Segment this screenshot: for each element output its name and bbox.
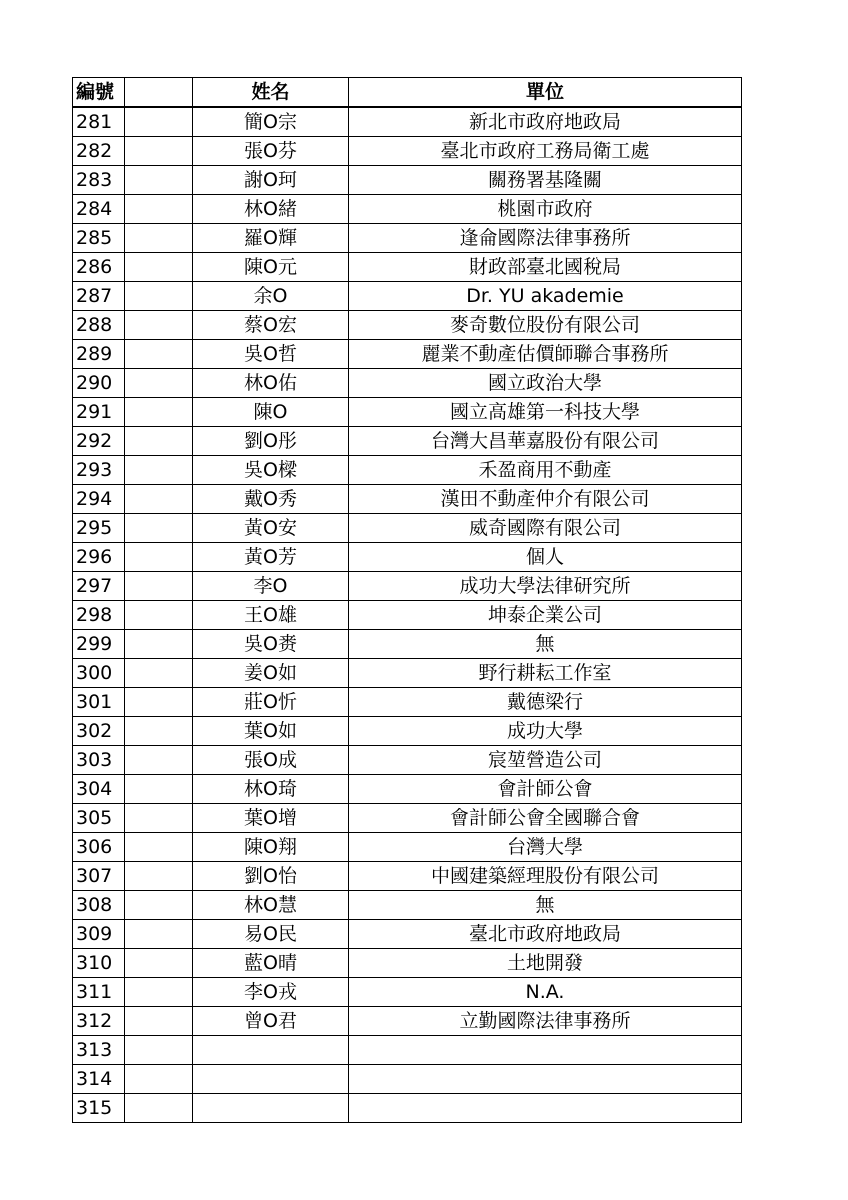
table-row [73,253,742,282]
row-unit: 立勤國際法律事務所 [349,1007,742,1036]
row-blank [125,659,193,688]
row-blank [125,688,193,717]
row-unit: 個人 [349,543,742,572]
row-blank [125,1065,193,1094]
row-number: 314 [73,1065,125,1094]
table-row [73,949,742,978]
row-name: 林O慧 [193,891,349,920]
row-unit: 坤泰企業公司 [349,601,742,630]
table-row [73,282,742,311]
row-blank [125,775,193,804]
row-name: 羅O輝 [193,224,349,253]
row-unit: 桃園市政府 [349,195,742,224]
row-name: 簡O宗 [193,107,349,137]
row-blank [125,891,193,920]
row-unit: 威奇國際有限公司 [349,514,742,543]
row-unit [349,1094,742,1123]
row-unit: 國立政治大學 [349,369,742,398]
row-number: 308 [73,891,125,920]
table-row [73,891,742,920]
row-blank [125,717,193,746]
row-number: 291 [73,398,125,427]
row-number: 297 [73,572,125,601]
table-row [73,311,742,340]
row-number: 295 [73,514,125,543]
row-unit: 土地開發 [349,949,742,978]
row-name: 易O民 [193,920,349,949]
row-blank [125,398,193,427]
row-unit: 戴德梁行 [349,688,742,717]
row-number: 293 [73,456,125,485]
row-number: 298 [73,601,125,630]
row-number: 300 [73,659,125,688]
row-name: 莊O忻 [193,688,349,717]
row-name: 黃O安 [193,514,349,543]
row-number: 288 [73,311,125,340]
row-number: 290 [73,369,125,398]
row-unit: 成功大學 [349,717,742,746]
row-blank [125,920,193,949]
row-name: 吳O樑 [193,456,349,485]
row-blank [125,456,193,485]
row-number: 312 [73,1007,125,1036]
row-unit: N.A. [349,978,742,1007]
row-name: 陳O元 [193,253,349,282]
row-unit: 逢侖國際法律事務所 [349,224,742,253]
row-number: 282 [73,137,125,166]
row-name: 曾O君 [193,1007,349,1036]
row-name: 李O戎 [193,978,349,1007]
row-blank [125,195,193,224]
row-number: 315 [73,1094,125,1123]
row-unit: 臺北市政府工務局衛工處 [349,137,742,166]
row-number: 287 [73,282,125,311]
table-row [73,398,742,427]
row-name: 林O琦 [193,775,349,804]
row-number: 283 [73,166,125,195]
row-name: 葉O增 [193,804,349,833]
row-name [193,1094,349,1123]
row-unit: 麗業不動產估價師聯合事務所 [349,340,742,369]
header-row [73,78,742,108]
table-row [73,137,742,166]
table-row [73,543,742,572]
row-blank [125,804,193,833]
row-unit: 財政部臺北國稅局 [349,253,742,282]
row-number: 302 [73,717,125,746]
row-number: 284 [73,195,125,224]
table-row [73,833,742,862]
table-row [73,804,742,833]
row-name: 黃O芳 [193,543,349,572]
row-unit: Dr. YU akademie [349,282,742,311]
row-blank [125,601,193,630]
row-number: 286 [73,253,125,282]
row-name: 王O雄 [193,601,349,630]
row-unit [349,1036,742,1065]
row-name: 吳O哲 [193,340,349,369]
row-blank [125,340,193,369]
table-row [73,224,742,253]
table-row [73,514,742,543]
row-unit: 無 [349,891,742,920]
table-row [73,1065,742,1094]
row-number: 305 [73,804,125,833]
row-number: 281 [73,107,125,137]
table-row [73,659,742,688]
header-blank [125,78,193,108]
row-unit: 麥奇數位股份有限公司 [349,311,742,340]
row-name: 陳O翔 [193,833,349,862]
row-number: 311 [73,978,125,1007]
row-blank [125,862,193,891]
row-unit: 野行耕耘工作室 [349,659,742,688]
row-name: 戴O秀 [193,485,349,514]
table-row [73,1036,742,1065]
row-number: 296 [73,543,125,572]
row-name: 余O [193,282,349,311]
row-name: 蔡O宏 [193,311,349,340]
table-row [73,746,742,775]
row-name: 葉O如 [193,717,349,746]
row-unit: 宸堃營造公司 [349,746,742,775]
row-name: 姜O如 [193,659,349,688]
row-unit: 會計師公會全國聯合會 [349,804,742,833]
row-name: 李O [193,572,349,601]
row-blank [125,253,193,282]
row-name: 吳O赉 [193,630,349,659]
row-blank [125,1036,193,1065]
table-row [73,1094,742,1123]
table-row [73,775,742,804]
attendee-table [72,77,742,1123]
table-row [73,195,742,224]
row-number: 289 [73,340,125,369]
row-blank [125,107,193,137]
row-unit: 台灣大昌華嘉股份有限公司 [349,427,742,456]
row-name: 陳O [193,398,349,427]
row-number: 303 [73,746,125,775]
row-number: 309 [73,920,125,949]
row-name: 林O佑 [193,369,349,398]
row-unit: 台灣大學 [349,833,742,862]
row-number: 294 [73,485,125,514]
row-unit: 漢田不動產仲介有限公司 [349,485,742,514]
table-row [73,1007,742,1036]
row-number: 307 [73,862,125,891]
header-number: 編號 [73,78,125,108]
table-row [73,572,742,601]
row-blank [125,833,193,862]
row-number: 310 [73,949,125,978]
row-unit: 無 [349,630,742,659]
row-blank [125,224,193,253]
row-blank [125,137,193,166]
row-number: 313 [73,1036,125,1065]
row-blank [125,369,193,398]
table-row [73,688,742,717]
row-unit: 會計師公會 [349,775,742,804]
row-blank [125,514,193,543]
row-unit [349,1065,742,1094]
row-number: 299 [73,630,125,659]
row-name: 謝O珂 [193,166,349,195]
table-row [73,717,742,746]
table-row [73,427,742,456]
row-number: 304 [73,775,125,804]
row-name: 林O緒 [193,195,349,224]
header-name: 姓名 [193,78,349,108]
table-row [73,107,742,137]
row-blank [125,630,193,659]
row-name: 張O芬 [193,137,349,166]
table-body [73,107,742,1123]
row-unit: 臺北市政府地政局 [349,920,742,949]
row-name: 劉O怡 [193,862,349,891]
table-row [73,166,742,195]
row-blank [125,746,193,775]
row-blank [125,311,193,340]
table-row [73,340,742,369]
row-unit: 新北市政府地政局 [349,107,742,137]
table-row [73,978,742,1007]
row-number: 285 [73,224,125,253]
table-row [73,601,742,630]
row-unit: 國立高雄第一科技大學 [349,398,742,427]
row-blank [125,485,193,514]
table-row [73,630,742,659]
row-name [193,1065,349,1094]
row-blank [125,543,193,572]
row-number: 306 [73,833,125,862]
row-blank [125,572,193,601]
row-number: 292 [73,427,125,456]
row-blank [125,1007,193,1036]
table-row [73,456,742,485]
table-row [73,862,742,891]
table-row [73,369,742,398]
row-unit: 中國建築經理股份有限公司 [349,862,742,891]
row-name: 劉O彤 [193,427,349,456]
row-unit: 禾盈商用不動產 [349,456,742,485]
row-name: 藍O晴 [193,949,349,978]
row-blank [125,427,193,456]
row-unit: 成功大學法律研究所 [349,572,742,601]
row-blank [125,166,193,195]
row-blank [125,1094,193,1123]
row-unit: 關務署基隆關 [349,166,742,195]
table-row [73,920,742,949]
row-number: 301 [73,688,125,717]
row-blank [125,978,193,1007]
header-unit: 單位 [349,78,742,108]
row-blank [125,282,193,311]
table-row [73,485,742,514]
row-name: 張O成 [193,746,349,775]
row-blank [125,949,193,978]
row-name [193,1036,349,1065]
